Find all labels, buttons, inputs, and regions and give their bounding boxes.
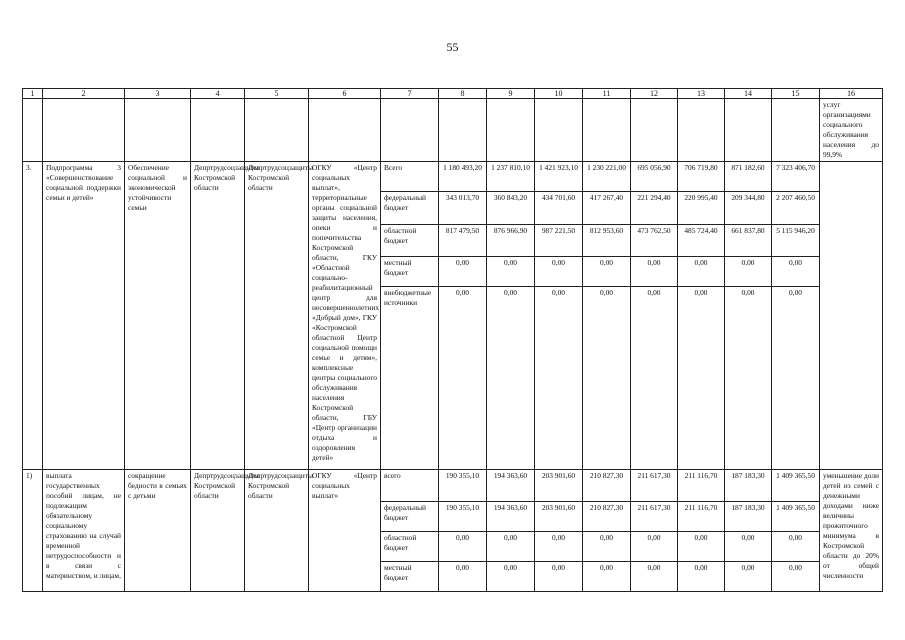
header-row (23, 89, 883, 99)
amount-cell: 7 323 406,70 (772, 162, 820, 192)
amount-cell: 0,00 (535, 532, 583, 562)
budget-table (22, 88, 883, 592)
amount-cell: 0,00 (535, 257, 583, 287)
header-cell: 7 (381, 89, 439, 99)
amount-cell: 0,00 (487, 562, 535, 592)
row-number: 3. (23, 162, 43, 470)
amount-cell: 211 617,30 (631, 470, 678, 502)
header-cell: 6 (309, 89, 381, 99)
funding-source-label: всего (381, 470, 439, 502)
amount-cell: 1 421 923,10 (535, 162, 583, 192)
amount-cell: 211 116,70 (678, 502, 725, 532)
amount-cell: 360 843,20 (487, 192, 535, 225)
amount-cell: 210 827,30 (583, 502, 631, 532)
amount-cell: 1 230 221,00 (583, 162, 631, 192)
header-cell: 11 (583, 89, 631, 99)
amount-cell: 0,00 (772, 532, 820, 562)
goal-text: Обеспечение социальной и экономической устойчивости семьи (125, 162, 191, 470)
amount-cell: 1 409 365,50 (772, 470, 820, 502)
amount-cell: 434 701,60 (535, 192, 583, 225)
funding-source-label: федеральный бюджет (381, 192, 439, 225)
co-executor: Депртрудсоцзащиты Костромской области (245, 162, 309, 470)
amount-cell: 0,00 (535, 562, 583, 592)
amount-cell: 0,00 (725, 287, 772, 470)
amount-cell: 0,00 (678, 562, 725, 592)
funding-source-label: областной бюджет (381, 532, 439, 562)
responsible-executor: Депртрудсоцзащиты Костромской области (191, 470, 245, 592)
amount-cell: 220 995,40 (678, 192, 725, 225)
amount-cell: 1 180 493,20 (439, 162, 487, 192)
header-cell: 14 (725, 89, 772, 99)
amount-cell: 0,00 (725, 562, 772, 592)
amount-cell: 812 953,60 (583, 225, 631, 257)
header-cell: 10 (535, 89, 583, 99)
amount-cell: 1 409 365,50 (772, 502, 820, 532)
amount-cell: 203 901,60 (535, 502, 583, 532)
amount-cell: 187 183,30 (725, 502, 772, 532)
funding-source-label: федеральный бюджет (381, 502, 439, 532)
amount-cell: 0,00 (583, 287, 631, 470)
amount-cell: 221 294,40 (631, 192, 678, 225)
amount-cell: 343 013,70 (439, 192, 487, 225)
participants-text: ОГКУ «Центр социальных выплат» (309, 470, 381, 592)
amount-cell: 0,00 (772, 287, 820, 470)
amount-cell: 0,00 (772, 562, 820, 592)
continuation-row (23, 99, 883, 162)
row-number: 1) (23, 470, 43, 592)
amount-cell: 0,00 (631, 562, 678, 592)
amount-cell: 695 056,90 (631, 162, 678, 192)
amount-cell: 987 221,50 (535, 225, 583, 257)
empty-result-cell (820, 162, 883, 470)
header-cell: 5 (245, 89, 309, 99)
responsible-executor: Депртрудсоцзащиты Костромской области (191, 162, 245, 470)
header-cell: 16 (820, 89, 883, 99)
amount-cell: 0,00 (439, 287, 487, 470)
amount-cell: 871 182,60 (725, 162, 772, 192)
amount-cell: 0,00 (583, 257, 631, 287)
amount-cell: 0,00 (725, 257, 772, 287)
subprogram-name: выплата государственных пособий лицам, не подлежащим обязательному социальному страхованию на случай временной нетрудоспособности и в связи с материнством, и лицам, (43, 470, 125, 592)
subprogram-name: Подпрограмма 3 «Совершенствование социальной поддержки семьи и детей» (43, 162, 125, 470)
amount-cell: 211 116,70 (678, 470, 725, 502)
expected-result: уменьшение доли детей из семей с денежными доходами ниже величины прожиточного минимума в Костромской области до 20% от общей численности (820, 470, 883, 592)
amount-cell: 5 115 946,20 (772, 225, 820, 257)
amount-cell: 473 762,50 (631, 225, 678, 257)
funding-source-label: местный бюджет (381, 562, 439, 592)
amount-cell: 190 355,10 (439, 502, 487, 532)
amount-cell: 0,00 (583, 532, 631, 562)
amount-cell: 210 827,30 (583, 470, 631, 502)
amount-cell: 0,00 (439, 562, 487, 592)
amount-cell: 0,00 (772, 257, 820, 287)
amount-cell: 0,00 (487, 287, 535, 470)
page-number: 55 (446, 40, 459, 54)
continued-result-text: услуг организациями социального обслуживания населения до 99,9% (820, 99, 883, 162)
amount-cell: 0,00 (678, 257, 725, 287)
amount-cell: 1 237 810,10 (487, 162, 535, 192)
amount-cell: 194 363,60 (487, 470, 535, 502)
header-cell: 1 (23, 89, 43, 99)
amount-cell: 194 363,60 (487, 502, 535, 532)
amount-cell: 0,00 (487, 257, 535, 287)
amount-cell: 0,00 (678, 532, 725, 562)
amount-cell: 0,00 (678, 287, 725, 470)
amount-cell: 203 901,60 (535, 470, 583, 502)
amount-cell: 876 966,90 (487, 225, 535, 257)
funding-source-label: Всего (381, 162, 439, 192)
amount-cell: 485 724,40 (678, 225, 725, 257)
amount-cell: 2 207 460,50 (772, 192, 820, 225)
header-cell: 15 (772, 89, 820, 99)
co-executor: Депртрудсоцзащиты Костромской области (245, 470, 309, 592)
amount-cell: 817 479,50 (439, 225, 487, 257)
amount-cell: 0,00 (725, 532, 772, 562)
amount-cell: 661 837,80 (725, 225, 772, 257)
header-cell: 2 (43, 89, 125, 99)
amount-cell: 0,00 (439, 532, 487, 562)
amount-cell: 0,00 (631, 532, 678, 562)
funding-source-label: областной бюджет (381, 225, 439, 257)
header-cell: 9 (487, 89, 535, 99)
amount-cell: 0,00 (487, 532, 535, 562)
amount-cell: 417 267,40 (583, 192, 631, 225)
goal-text: сокращение бедности в семьях с детьми (125, 470, 191, 592)
header-cell: 12 (631, 89, 678, 99)
amount-cell: 190 355,10 (439, 470, 487, 502)
funding-source-label: внебюджетные источники (381, 287, 439, 470)
funding-source-label: местный бюджет (381, 257, 439, 287)
amount-cell: 706 719,80 (678, 162, 725, 192)
participants-text: ОГКУ «Центр социальных выплат», территориальные органы социальной защиты населения, опеки и попечительства Костромской области, ГКУ «Областной социально-реабилитационный центр для несовершеннолетних «Добрый дом», ГКУ «Костромской областной Центр социальной помощи семье и детям», комплексные центры социального обслуживания населения Костромской области, ГБУ «Центр организации отдыха и оздоровления детей» (309, 162, 381, 470)
header-cell: 13 (678, 89, 725, 99)
amount-cell: 0,00 (535, 287, 583, 470)
amount-cell: 187 183,30 (725, 470, 772, 502)
amount-cell: 0,00 (631, 287, 678, 470)
amount-cell: 209 344,80 (725, 192, 772, 225)
amount-cell: 0,00 (583, 562, 631, 592)
header-cell: 8 (439, 89, 487, 99)
subprogram-row (23, 162, 883, 192)
header-cell: 4 (191, 89, 245, 99)
amount-cell: 211 617,30 (631, 502, 678, 532)
measure-row (23, 470, 883, 502)
header-cell: 3 (125, 89, 191, 99)
amount-cell: 0,00 (439, 257, 487, 287)
amount-cell: 0,00 (631, 257, 678, 287)
